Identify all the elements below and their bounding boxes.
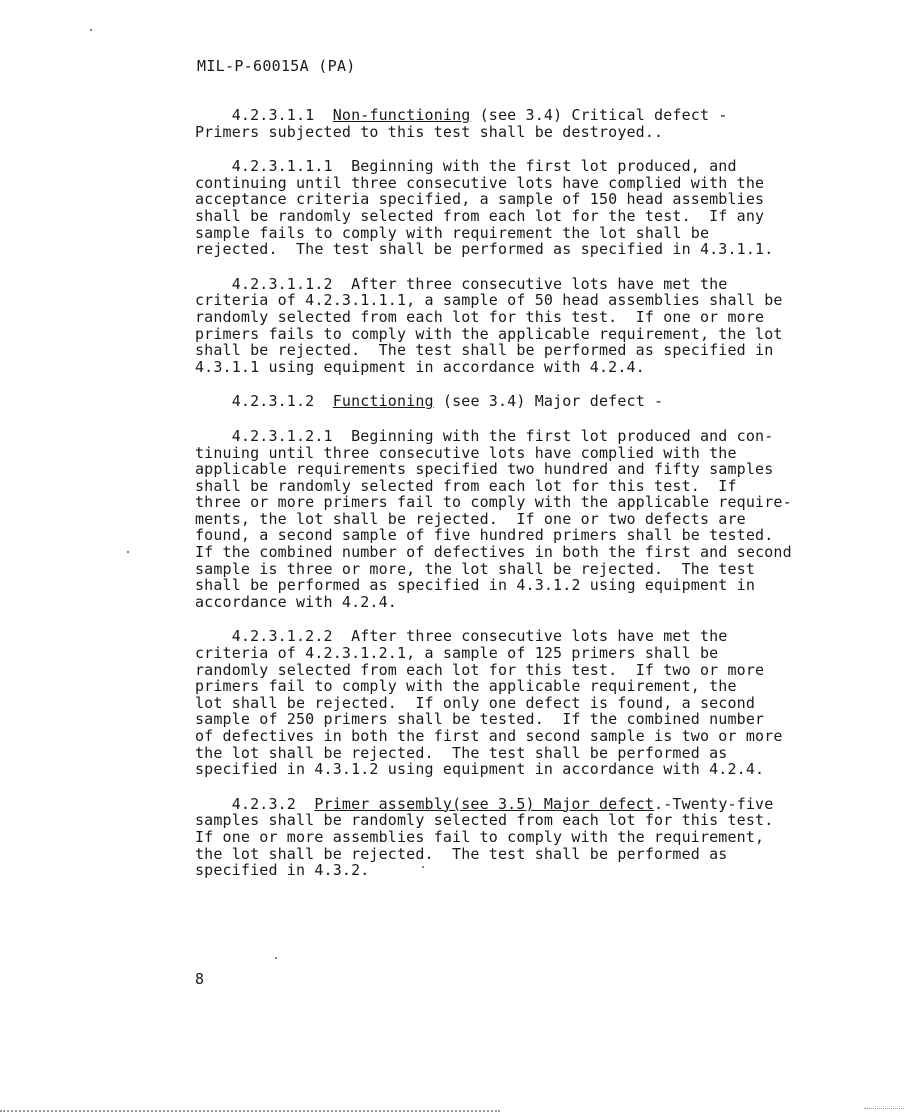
text-line: Primers subjected to this test shall be destroyed.. xyxy=(195,122,664,141)
text-line: specified in 4.3.1.2 using equipment in accordance with 4.2.4. xyxy=(195,760,765,779)
text-line: 4.2.3.1.1.1 Beginning with the first lot produced, and xyxy=(195,157,737,176)
text-line: of defectives in both the first and second sample is two or more xyxy=(195,727,783,745)
text-line: randomly selected from each lot for this test. If one or more xyxy=(195,307,765,326)
text-line: 4.2.3.2 Primer assembly(see 3.5) Major defect.-Twenty-five xyxy=(195,794,774,813)
text-line: lot shall be rejected. If only one defect is found, a second xyxy=(195,693,756,712)
text-line: acceptance criteria specified, a sample of 150 head assemblies xyxy=(195,190,765,209)
text-line: If one or more assemblies fail to comply with the requirement, xyxy=(195,827,765,846)
text-line: 4.3.1.1 using equipment in accordance with 4.2.4. xyxy=(195,357,645,376)
text-line: found, a second sample of five hundred primers shall be tested. xyxy=(195,526,774,545)
text-line: specified in 4.3.2. xyxy=(195,861,370,880)
text-line: 4.2.3.1.2.2 After three consecutive lots have met the xyxy=(195,627,728,646)
text-line: If the combined number of defectives in both the first and second xyxy=(195,543,792,562)
text-line: 4.2.3.1.1 Non-functioning (see 3.4) Critical defect - xyxy=(195,106,728,124)
text-line: primers fails to comply with the applicable requirement, the lot xyxy=(195,324,783,343)
text-line: continuing until three consecutive lots have complied with the xyxy=(195,173,765,192)
page-number: 8 xyxy=(195,970,205,988)
text-line: tinuing until three consecutive lots have complied with the xyxy=(195,443,737,462)
paragraph-4-2-3-1-2-2 xyxy=(195,628,885,777)
paragraph-4-2-3-1-2 xyxy=(195,393,885,410)
scan-speck xyxy=(275,957,277,959)
text-line: accordance with 4.2.4. xyxy=(195,592,397,611)
paragraph-4-2-3-1-1-2 xyxy=(195,276,885,376)
text-line: shall be rejected. The test shall be performed as specified in xyxy=(195,341,774,360)
text-line: 4.2.3.1.2.1 Beginning with the first lot produced and con- xyxy=(195,426,774,445)
text-line: ments, the lot shall be rejected. If one or two defects are xyxy=(195,509,746,528)
paragraph-4-2-3-1-1-1 xyxy=(195,158,885,258)
text-line: shall be randomly selected from each lot for this test. If xyxy=(195,476,737,495)
scan-edge-artifact xyxy=(864,1108,904,1111)
text-line: 4.2.3.1.1.2 After three consecutive lots have met the xyxy=(195,274,728,293)
scan-speck xyxy=(422,866,424,868)
text-line: sample fails to comply with requirement the lot shall be xyxy=(195,223,710,242)
document-identifier: MIL-P-60015A (PA) xyxy=(197,57,356,75)
paragraph-4-2-3-1-1 xyxy=(195,107,885,140)
underlined-title: Primer assembly(see 3.5) Major defect xyxy=(314,794,655,813)
text-line: sample of 250 primers shall be tested. If the combined number xyxy=(195,710,765,729)
document-body xyxy=(195,107,885,897)
text-line: 4.2.3.1.2 Functioning (see 3.4) Major defect - xyxy=(195,392,664,411)
text-line: the lot shall be rejected. The test shall be performed as xyxy=(195,844,728,863)
text-line: shall be randomly selected from each lot for the test. If any xyxy=(195,206,765,225)
underlined-title: Functioning xyxy=(332,392,434,411)
text-line: three or more primers fail to comply with the applicable require- xyxy=(195,493,792,512)
scan-speck xyxy=(127,551,129,553)
text-line: criteria of 4.2.3.1.2.1, a sample of 125 primers shall be xyxy=(195,644,719,663)
paragraph-4-2-3-2 xyxy=(195,796,885,879)
text-line: rejected. The test shall be performed as specified in 4.3.1.1. xyxy=(195,240,774,259)
paragraph-4-2-3-1-2-1 xyxy=(195,428,885,611)
scan-edge-artifact xyxy=(0,1110,500,1116)
text-line: applicable requirements specified two hundred and fifty samples xyxy=(195,460,774,479)
text-line: samples shall be randomly selected from each lot for this test. xyxy=(195,811,774,830)
scan-speck xyxy=(90,29,92,31)
text-line: sample is three or more, the lot shall be rejected. The test xyxy=(195,559,756,578)
text-line: randomly selected from each lot for this test. If two or more xyxy=(195,660,765,679)
underlined-title: Non-functioning xyxy=(332,106,471,124)
text-line: the lot shall be rejected. The test shall be performed as xyxy=(195,743,728,762)
text-line: shall be performed as specified in 4.3.1.2 using equipment in xyxy=(195,576,756,595)
text-line: primers fail to comply with the applicable requirement, the xyxy=(195,677,737,696)
text-line: criteria of 4.2.3.1.1.1, a sample of 50 head assemblies shall be xyxy=(195,291,783,310)
